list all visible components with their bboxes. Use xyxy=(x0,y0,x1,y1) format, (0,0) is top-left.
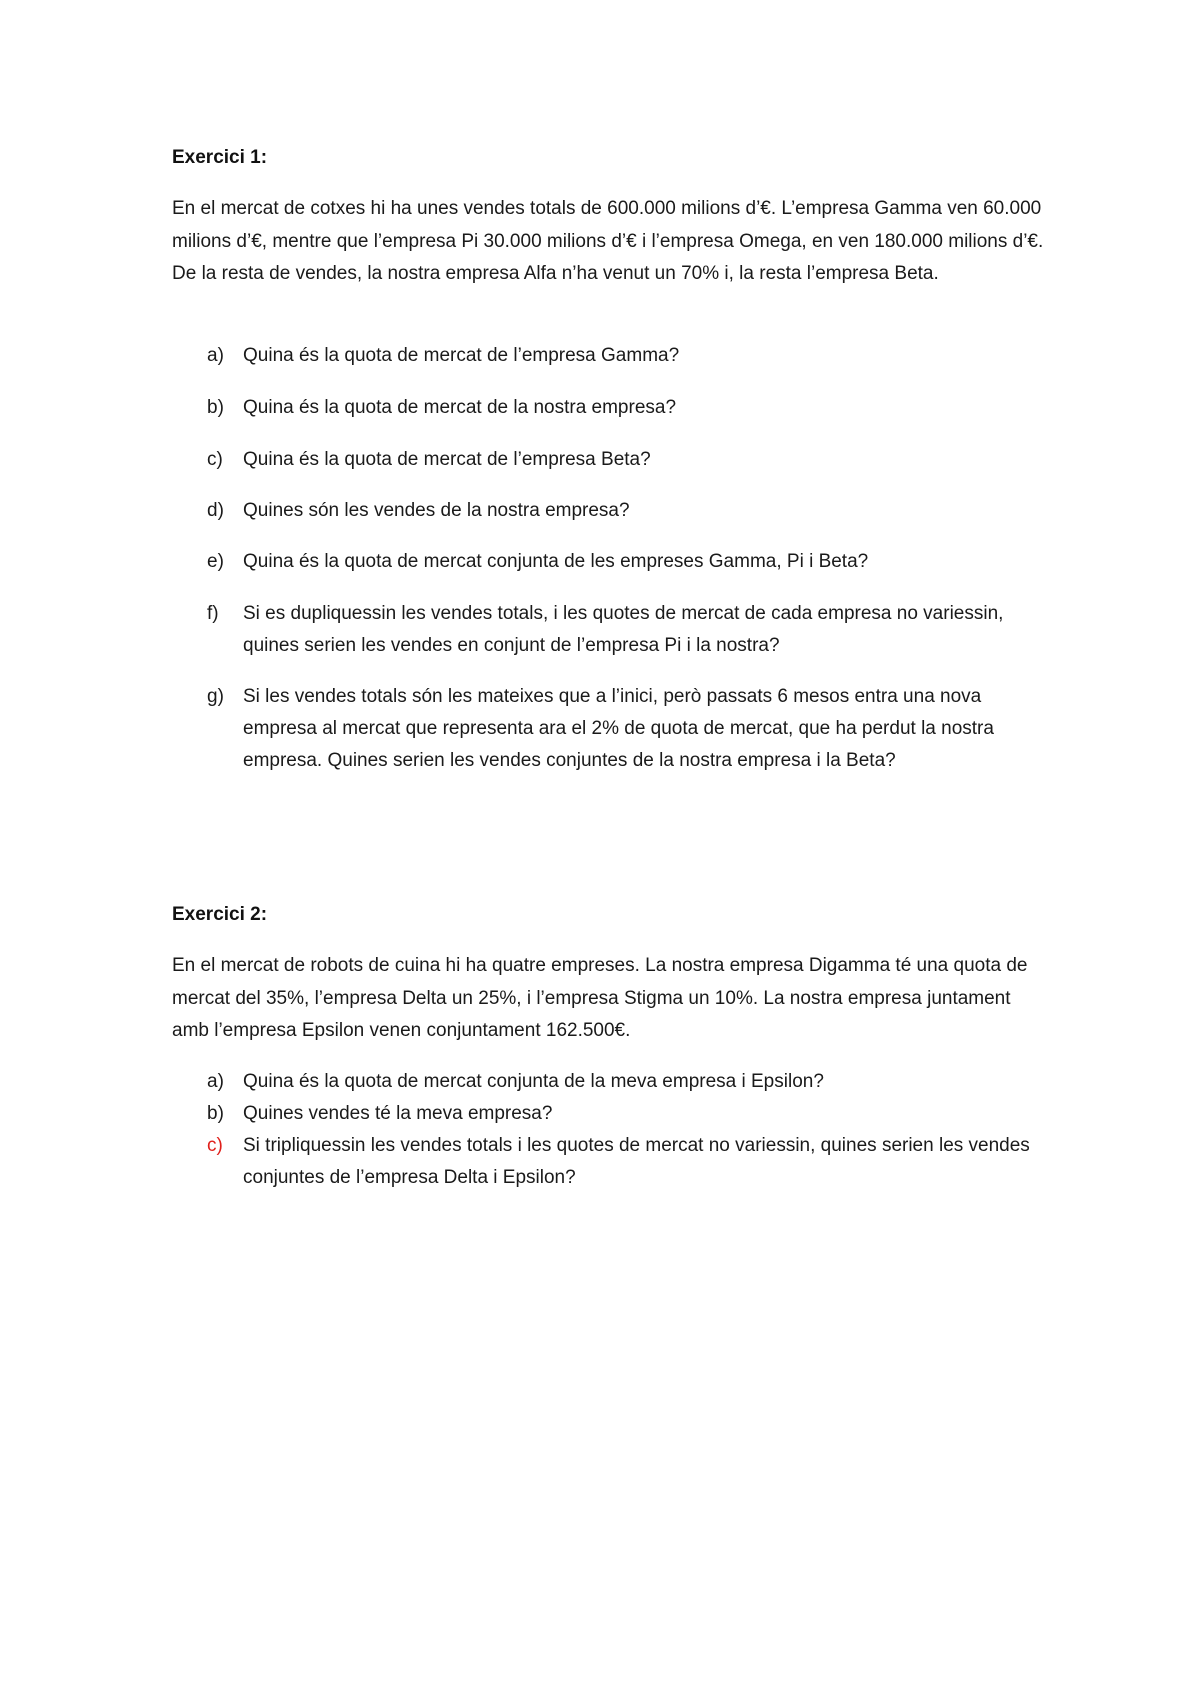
question-text: Quines són les vendes de la nostra empresa? xyxy=(243,500,630,521)
question-marker: b) xyxy=(207,397,224,418)
exercise1-question-e xyxy=(172,546,1052,578)
question-text: Quines vendes té la meva empresa? xyxy=(243,1103,553,1124)
question-text: Quina és la quota de mercat conjunta de la meva empresa i Epsilon? xyxy=(243,1071,824,1092)
exercise2-heading: Exercici 2: xyxy=(172,904,268,925)
question-marker: d) xyxy=(207,500,224,521)
question-marker: b) xyxy=(207,1103,224,1124)
question-text: Quina és la quota de mercat de la nostra empresa? xyxy=(243,397,677,418)
exercise1-question-f xyxy=(172,598,1052,662)
exercise1-question-a xyxy=(172,340,1052,372)
exercise2-question-c xyxy=(172,1130,1052,1194)
exercise1-intro: En el mercat de cotxes hi ha unes vendes totals de 600.000 milions d’€. L’empresa Gamma ven 60.000 milions d’€, mentre que l’empresa Pi 30.000 milions d’€ i l’empresa Omega, en ven 180.000 milions d’€. De la resta de vendes, la nostra empresa Alfa n’ha venut un 70% i, la resta l’empresa Beta. xyxy=(172,198,1044,284)
question-text: Quina és la quota de mercat de l’empresa Gamma? xyxy=(243,345,680,366)
question-marker: g) xyxy=(207,686,224,707)
exercise2-question-a xyxy=(172,1066,1052,1098)
question-text: Si les vendes totals són les mateixes que a l’inici, però passats 6 mesos entra una nova empresa al mercat que representa ara el 2% de quota de mercat, que ha perdut la nostra empresa. Quines serien les vendes conjuntes de la nostra empresa i la Beta? xyxy=(243,686,994,771)
exercise2-questions xyxy=(172,1066,1052,1194)
question-marker: c) xyxy=(207,449,223,470)
question-text: Quina és la quota de mercat de l’empresa Beta? xyxy=(243,449,651,470)
question-marker: a) xyxy=(207,345,224,366)
exercise1-heading: Exercici 1: xyxy=(172,147,268,168)
question-text: Si tripliquessin les vendes totals i les quotes de mercat no variessin, quines serien les vendes conjuntes de l’empresa Delta i Epsilon? xyxy=(243,1135,1030,1188)
question-marker-highlighted: c) xyxy=(207,1135,223,1156)
exercise1-question-b xyxy=(172,392,1052,424)
exercise1-question-c xyxy=(172,444,1052,476)
question-text: Quina és la quota de mercat conjunta de les empreses Gamma, Pi i Beta? xyxy=(243,551,869,572)
question-text: Si es dupliquessin les vendes totals, i les quotes de mercat de cada empresa no variessin, quines serien les vendes en conjunt de l’empresa Pi i la nostra? xyxy=(243,603,1004,656)
question-marker: e) xyxy=(207,551,224,572)
question-marker: f) xyxy=(207,603,219,624)
exercise2-intro: En el mercat de robots de cuina hi ha quatre empreses. La nostra empresa Digamma té una quota de mercat del 35%, l’empresa Delta un 25%, i l’empresa Stigma un 10%. La nostra empresa juntament amb l’empresa Epsilon venen conjuntament 162.500€. xyxy=(172,955,1028,1041)
exercise2-question-b xyxy=(172,1098,1052,1130)
question-marker: a) xyxy=(207,1071,224,1092)
exercise1-question-g xyxy=(172,681,1052,777)
exercise1-question-d xyxy=(172,495,1052,527)
